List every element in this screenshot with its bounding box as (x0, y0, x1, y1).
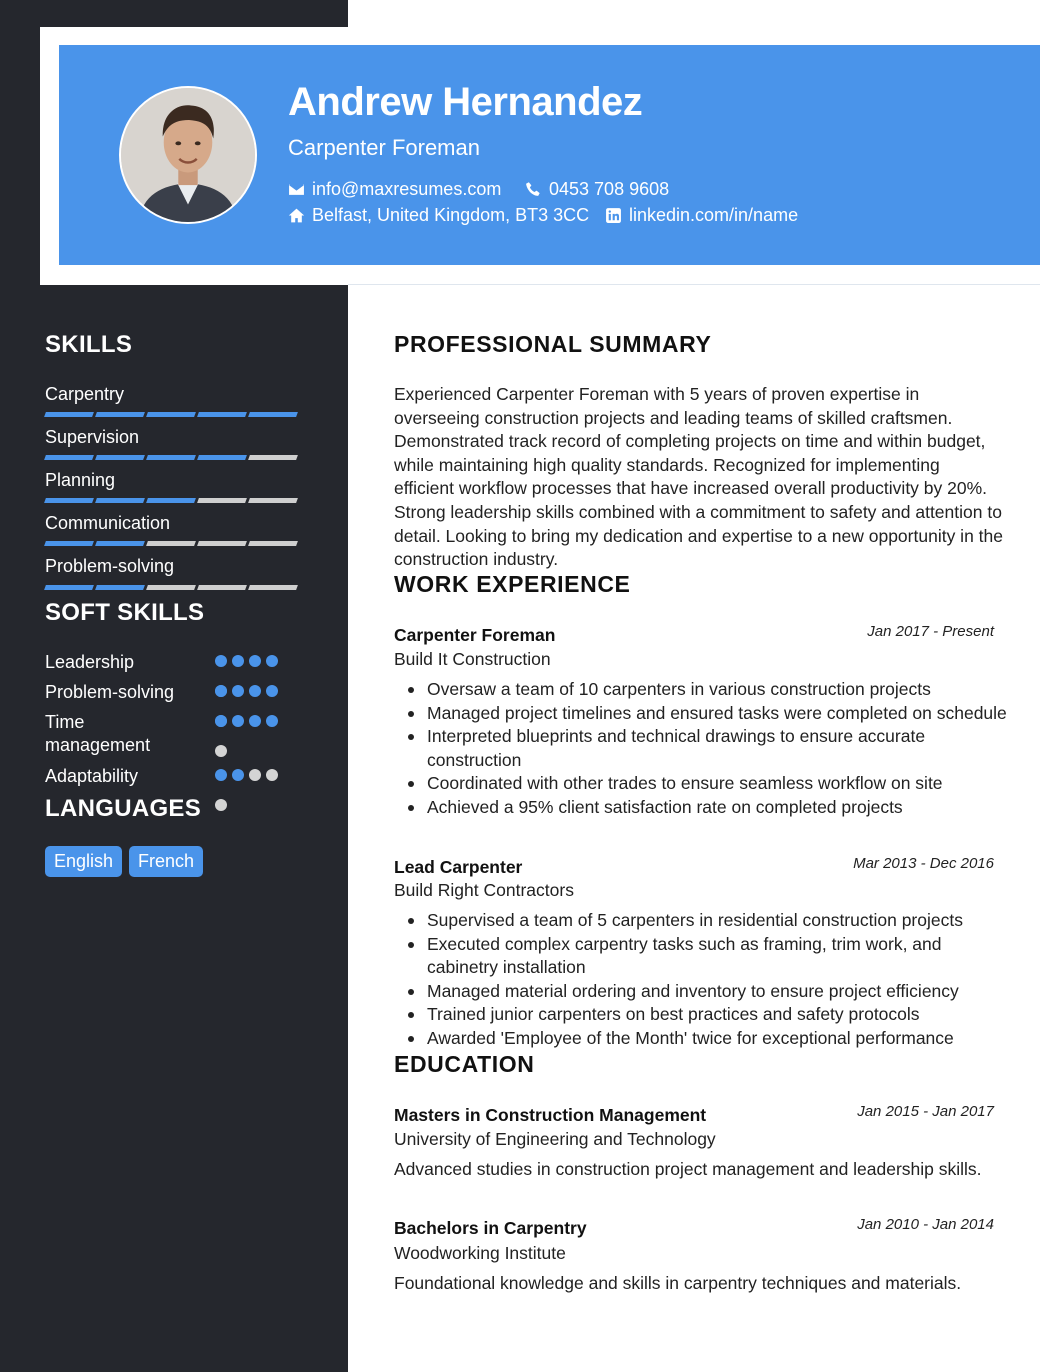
soft-skill-dot (266, 655, 278, 667)
skill-level-segment (95, 498, 145, 503)
skill-level-segment (197, 455, 247, 460)
soft-skill-dot (215, 655, 227, 667)
degree-dates: Jan 2015 - Jan 2017 (857, 1103, 994, 1120)
soft-skill-name: Adaptability (45, 766, 139, 786)
experience-heading: WORK EXPERIENCE (394, 571, 631, 597)
skill-level-segment (95, 455, 145, 460)
skill-level-segment (44, 585, 94, 590)
soft-skill-name: Problem-solving (45, 682, 175, 702)
list-item: Supervised a team of 5 carpenters in residential construction projects (427, 909, 1007, 933)
soft-skill-dot (215, 685, 227, 697)
profile-photo (121, 88, 255, 222)
soft-skill-dot (249, 715, 261, 727)
skill-level-segment (197, 498, 247, 503)
skill-level-segment (197, 541, 247, 546)
skill-level-segment (146, 541, 196, 546)
degree-description: Foundational knowledge and skills in carpentry techniques and materials. (394, 1273, 962, 1293)
degree-dates: Jan 2010 - Jan 2014 (857, 1216, 994, 1233)
soft-skill-dots (215, 715, 285, 775)
list-item: Trained junior carpenters on best practices and safety protocols (427, 1003, 1007, 1027)
soft-skill-dot (266, 769, 278, 781)
skill-name: Planning (45, 470, 116, 490)
skill-bar (45, 498, 300, 503)
job-title: Carpenter Foreman (394, 625, 556, 645)
skill-bar (45, 541, 300, 546)
home-icon (288, 207, 305, 224)
job-dates: Mar 2013 - Dec 2016 (853, 855, 994, 872)
skill-level-segment (248, 585, 298, 590)
skill-level-segment (197, 585, 247, 590)
skill-bar (45, 412, 300, 417)
envelope-icon (288, 181, 305, 198)
skill-level-segment (248, 412, 298, 417)
school-name: University of Engineering and Technology (394, 1129, 716, 1149)
skill-level-segment (44, 498, 94, 503)
soft-skill-dot (232, 685, 244, 697)
skills-heading: SKILLS (45, 331, 133, 358)
soft-skill-dot (232, 655, 244, 667)
school-name: Woodworking Institute (394, 1243, 566, 1263)
linkedin-text: linkedin.com/in/name (629, 205, 799, 225)
candidate-name: Andrew Hernandez (288, 80, 643, 124)
skill-level-segment (44, 412, 94, 417)
soft-skill-dot (249, 685, 261, 697)
soft-skill-dot (249, 769, 261, 781)
soft-skill-dot (215, 715, 227, 727)
soft-skills-heading: SOFT SKILLS (45, 599, 205, 626)
list-item: Awarded 'Employee of the Month' twice for exceptional performance (427, 1027, 1007, 1051)
education-heading: EDUCATION (394, 1051, 535, 1077)
skill-level-segment (146, 585, 196, 590)
soft-skill-name: Time management (45, 712, 151, 755)
soft-skill-dot (215, 769, 227, 781)
contact-phone[interactable] (525, 179, 669, 200)
soft-skill-dot (266, 715, 278, 727)
list-item: Executed complex carpentry tasks such as framing, trim work, and cabinetry installation (427, 933, 1007, 980)
soft-skill-dot (215, 799, 227, 811)
soft-skill-name: Leadership (45, 652, 135, 672)
skill-name: Problem-solving (45, 556, 175, 576)
soft-skill-dots (215, 769, 285, 829)
skill-name: Supervision (45, 427, 140, 447)
list-item: Managed project timelines and ensured tasks were completed on schedule (427, 702, 1007, 726)
list-item: Managed material ordering and inventory to ensure project efficiency (427, 980, 1007, 1004)
skill-level-segment (248, 541, 298, 546)
degree-title: Masters in Construction Management (394, 1105, 707, 1125)
skill-level-segment (95, 412, 145, 417)
languages-heading: LANGUAGES (45, 795, 202, 822)
soft-skill-dot (232, 769, 244, 781)
candidate-title: Carpenter Foreman (288, 135, 480, 160)
location-text: Belfast, United Kingdom, BT3 3CC (312, 205, 590, 225)
skill-level-segment (248, 498, 298, 503)
contact-location (288, 205, 589, 226)
degree-description: Advanced studies in construction project management and leadership skills. (394, 1159, 982, 1179)
skill-level-segment (44, 455, 94, 460)
soft-skill-dot (215, 745, 227, 757)
contact-email[interactable] (288, 179, 501, 200)
job-title: Lead Carpenter (394, 857, 523, 877)
skill-level-segment (146, 455, 196, 460)
skill-level-segment (44, 541, 94, 546)
list-item: Interpreted blueprints and technical drawings to ensure accurate construction (427, 725, 1007, 772)
language-badge: French (129, 846, 203, 877)
list-item: Coordinated with other trades to ensure seamless workflow on site (427, 772, 1007, 796)
skill-level-segment (146, 498, 196, 503)
list-item: Achieved a 95% client satisfaction rate on completed projects (427, 796, 1007, 820)
skill-name: Carpentry (45, 384, 125, 404)
skill-bar (45, 585, 300, 590)
summary-heading: PROFESSIONAL SUMMARY (394, 331, 712, 357)
language-badge: English (45, 846, 122, 877)
job-bullets (427, 678, 1007, 820)
job-company: Build It Construction (394, 649, 551, 669)
skill-level-segment (197, 412, 247, 417)
soft-skill-dot (232, 715, 244, 727)
job-bullets (427, 909, 1007, 1051)
skill-level-segment (146, 412, 196, 417)
skill-level-segment (248, 455, 298, 460)
job-company: Build Right Contractors (394, 880, 574, 900)
soft-skill-dot (249, 655, 261, 667)
avatar (119, 86, 257, 224)
soft-skill-dot (266, 685, 278, 697)
phone-icon (525, 181, 542, 198)
email-text: info@maxresumes.com (312, 179, 502, 199)
phone-text: 0453 708 9608 (549, 179, 670, 199)
skill-bar (45, 455, 300, 460)
skill-name: Communication (45, 513, 171, 533)
summary-text: Experienced Carpenter Foreman with 5 years of proven expertise in overseeing construction projects and leading teams of skilled craftsmen. Demonstrated track record of completing projects on time and within budget, while maintaining high quality standards. Recognized for implementing efficient workflow processes that have increased overall productivity by 20%. Strong leadership skills combined with a commitment to safety and attention to detail. Looking to bring my dedication and expertise to a new opportunity in the construction industry. (394, 384, 1003, 570)
degree-title: Bachelors in Carpentry (394, 1218, 587, 1238)
contact-linkedin[interactable] (605, 205, 798, 226)
list-item: Oversaw a team of 10 carpenters in various construction projects (427, 678, 1007, 702)
header-divider (348, 284, 1040, 285)
linkedin-icon (605, 207, 622, 224)
skill-level-segment (95, 585, 145, 590)
job-dates: Jan 2017 - Present (867, 623, 994, 640)
skill-level-segment (95, 541, 145, 546)
